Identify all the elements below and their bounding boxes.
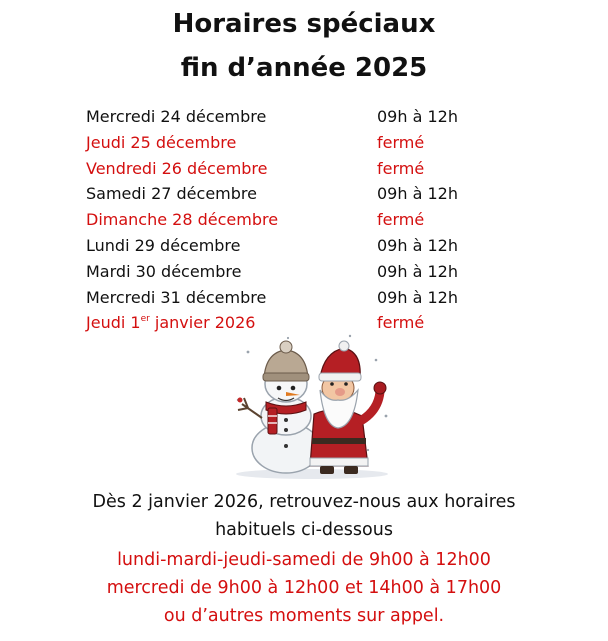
schedule-row: [86, 181, 506, 207]
special-hours-schedule: [86, 104, 506, 336]
schedule-hours: 09h à 12h: [377, 235, 458, 255]
page-title-line-1: Horaires spéciaux: [172, 9, 436, 39]
schedule-hours: 09h à 12h: [377, 287, 458, 307]
schedule-day: Dimanche 28 décembre: [86, 210, 279, 230]
schedule-day: Vendredi 26 décembre: [86, 158, 268, 178]
schedule-hours: 09h à 12h: [377, 261, 458, 281]
schedule-day: Mardi 30 décembre: [86, 261, 242, 281]
schedule-day-ordinal: er: [140, 314, 150, 325]
schedule-day: Samedi 27 décembre: [86, 184, 257, 204]
schedule-day-suffix: janvier 2026: [149, 313, 256, 333]
schedule-row: [86, 156, 506, 182]
footer-line-2: habituels ci-dessous: [215, 520, 393, 540]
schedule-row: [86, 259, 506, 285]
schedule-hours: 09h à 12h: [377, 184, 458, 204]
schedule-row: [86, 285, 506, 311]
schedule-hours: 09h à 12h: [377, 107, 458, 126]
schedule-hours: fermé: [377, 132, 425, 152]
schedule-hours: fermé: [377, 158, 425, 178]
regular-hours-line-3: ou d’autres moments sur appel.: [163, 606, 445, 626]
schedule-hours: fermé: [377, 210, 425, 230]
schedule-day: Mercredi 31 décembre: [86, 287, 267, 307]
schedule-day: Jeudi 25 décembre: [86, 132, 237, 152]
snowman-and-santa-icon: [228, 330, 396, 480]
regular-hours-line-1: lundi-mardi-jeudi-samedi de 9h00 à 12h00: [117, 550, 491, 570]
schedule-day: Lundi 29 décembre: [86, 235, 241, 255]
schedule-row: [86, 233, 506, 259]
snowman-and-santa-illustration: [228, 330, 396, 480]
footer-line-1: Dès 2 janvier 2026, retrouvez-nous aux horaires: [92, 492, 516, 512]
regular-hours-line-2: mercredi de 9h00 à 12h00 et 14h00 à 17h00: [106, 578, 502, 598]
schedule-hours: fermé: [377, 313, 425, 333]
schedule-day-prefix: Jeudi 1: [86, 313, 141, 333]
schedule-row: [86, 130, 506, 156]
schedule-day: Mercredi 24 décembre: [86, 107, 267, 126]
page-title-line-2: fin d’année 2025: [180, 53, 428, 83]
schedule-row: [86, 207, 506, 233]
schedule-row: [86, 104, 506, 130]
